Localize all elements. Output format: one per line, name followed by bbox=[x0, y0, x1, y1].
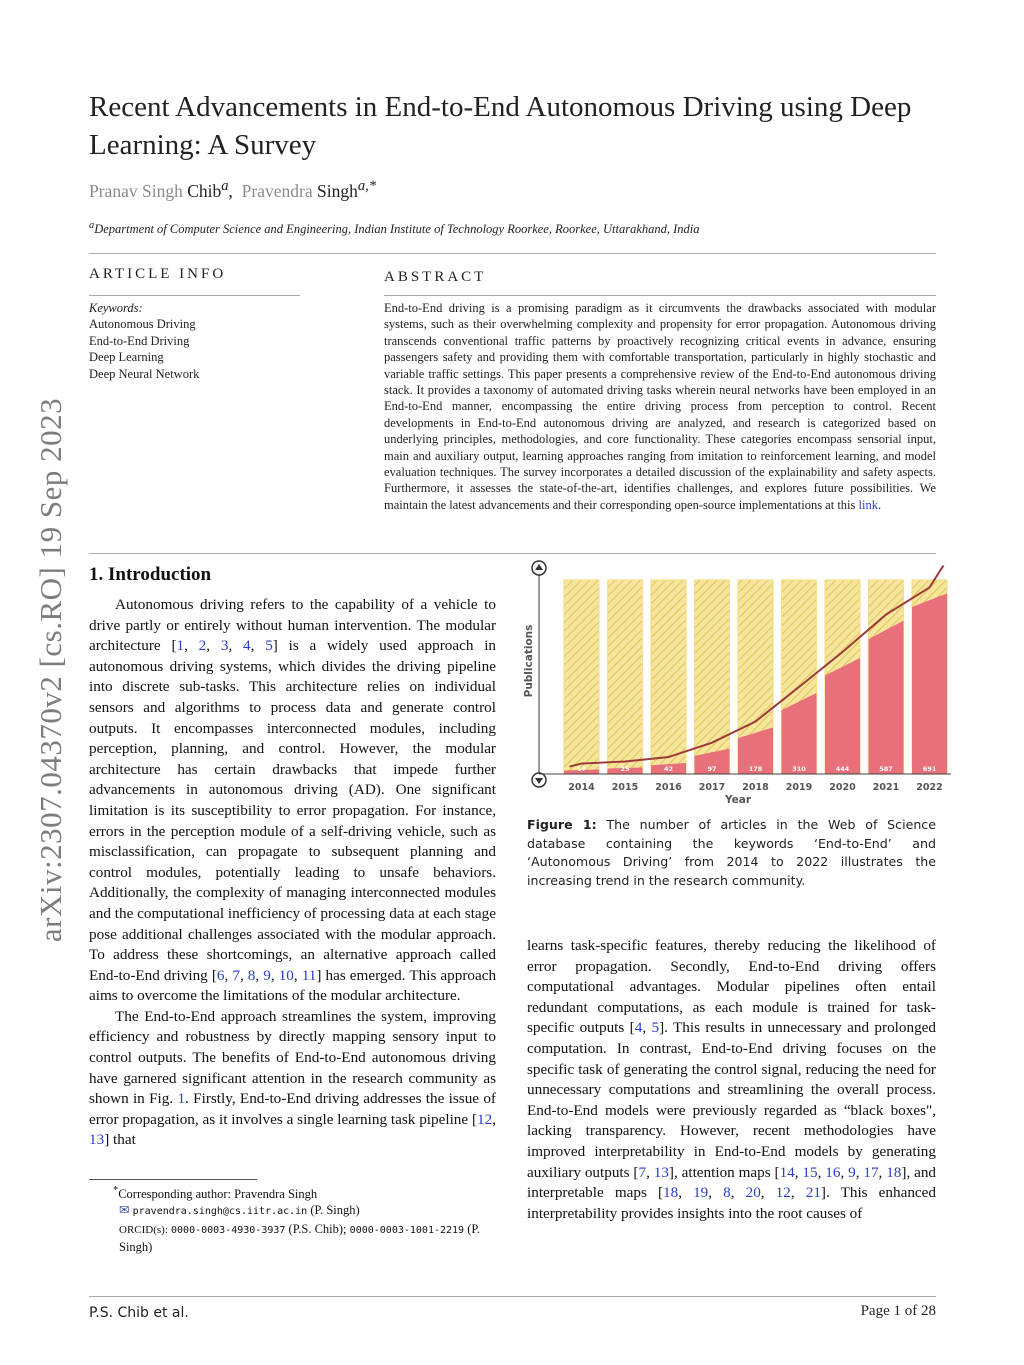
page-number: Page 1 of 28 bbox=[860, 1303, 936, 1319]
background-bar bbox=[608, 580, 643, 774]
intro-paragraph-2-continued: learns task-specific features, thereby reducing the likelihood of error propagation. Secondly, End-to-End driving offers computational advantages. Modular pipelines often entail redundant computations, as each module is trained for task-specific outputs [4, 5]. This results in unnecessary and prolonged computation. In contrast, End-to-End driving focuses on the specific task of generating the control signal, reducing the need for unnecessary computations and streamlining the overall process. End-to-End models were previously regarded as “black boxes", lacking transparency. However, recent methodologies have improved interpretability in End-to-End models by generating auxiliary outputs [7, 13], attention maps [14, 15, 16, 9, 17, 18], and interpretable maps [18, 19, 8, 20, 12, 21]. This enhanced interpretability provides insights into the root causes of bbox=[527, 937, 937, 1222]
citation-link[interactable]: 13 bbox=[89, 1131, 105, 1149]
citation-link[interactable]: 8 bbox=[723, 1184, 731, 1202]
citation-link[interactable]: 18 bbox=[663, 1184, 679, 1202]
citation-link[interactable]: 7 bbox=[232, 966, 240, 984]
author-list: Pranav Singh Chib$^a$, Pravendra Singh$^{a,*}$ bbox=[89, 178, 377, 201]
background-bar bbox=[651, 580, 686, 774]
data-label: 178 bbox=[748, 765, 763, 773]
citation-link[interactable]: 9 bbox=[263, 966, 271, 984]
arxiv-identifier: arXiv:2307.04370v2 [cs.RO] 19 Sep 2023 bbox=[33, 397, 68, 943]
publications-chart bbox=[520, 556, 943, 808]
corresponding-author: Corresponding author: Pravendra Singh bbox=[118, 1187, 318, 1202]
citation-link[interactable]: 1 bbox=[176, 637, 185, 655]
data-bar bbox=[869, 621, 904, 774]
background-bar bbox=[564, 580, 599, 774]
paper-title: Recent Advancements in End-to-End Autonomous Driving using Deep Learning: A Survey bbox=[89, 91, 912, 161]
citation-link[interactable]: 11 bbox=[301, 966, 317, 984]
left-column bbox=[89, 595, 496, 1151]
citation-link[interactable]: 10 bbox=[278, 966, 294, 984]
abstract-rule bbox=[384, 295, 936, 296]
citation-link[interactable]: 12 bbox=[775, 1184, 791, 1202]
x-tick-label: 2015 bbox=[611, 782, 639, 793]
divider-mid bbox=[89, 553, 936, 554]
email-address[interactable]: pravendra.singh@cs.iitr.ac.in bbox=[132, 1206, 308, 1218]
abstract-link[interactable]: link bbox=[858, 497, 878, 512]
x-axis-label: Year bbox=[724, 794, 752, 806]
citation-link[interactable]: 18 bbox=[886, 1163, 902, 1181]
x-tick-label: 2022 bbox=[916, 782, 943, 793]
footnote: *Corresponding author: Pravendra Singh ✉ pravendra.singh@cs.iitr.ac.in (P. Singh) ORCID(s): 0000-0003-4930-3937 (P.S. Chib); 0000-0003-1001-2219 (P. Singh) bbox=[113, 1185, 481, 1254]
arxiv-sidebar bbox=[28, 365, 74, 975]
citation-link[interactable]: 4 bbox=[243, 637, 251, 655]
figure-link[interactable]: 1 bbox=[177, 1090, 186, 1108]
footer-rule bbox=[89, 1296, 936, 1297]
abstract-heading: ABSTRACT bbox=[384, 269, 487, 285]
right-column bbox=[527, 936, 936, 1224]
author2-sup: a,* bbox=[357, 178, 377, 194]
figure-label: Figure 1: bbox=[527, 817, 597, 832]
x-tick-label: 2017 bbox=[698, 782, 726, 793]
abstract-end: . bbox=[877, 497, 882, 512]
x-tick-label: 2016 bbox=[655, 782, 682, 793]
author1-given: Pranav Singh bbox=[89, 180, 183, 201]
footer-author: P.S. Chib et al. bbox=[89, 1305, 189, 1321]
data-label: 42 bbox=[663, 765, 674, 773]
citation-link[interactable]: 3 bbox=[220, 637, 229, 655]
keywords-label: Keywords: bbox=[89, 301, 143, 315]
citation-link[interactable]: 19 bbox=[693, 1184, 709, 1202]
citation-link[interactable]: 12 bbox=[477, 1110, 493, 1128]
x-tick-label: 2020 bbox=[829, 782, 856, 793]
citation-link[interactable]: 13 bbox=[653, 1163, 669, 1181]
orcid-id[interactable]: 0000-0003-4930-3937 bbox=[171, 1224, 286, 1236]
affiliation-text: Department of Computer Science and Engineering, Indian Institute of Technology Roorkee, Roorkee, Uttarakhand, India bbox=[94, 222, 700, 237]
x-tick-label: 2018 bbox=[742, 782, 769, 793]
citation-link[interactable]: 7 bbox=[638, 1163, 647, 1181]
affiliation bbox=[89, 220, 700, 237]
author2-given: Pravendra bbox=[241, 180, 313, 201]
keyword-item: Deep Learning bbox=[89, 350, 164, 365]
author1-family: Chib bbox=[187, 180, 222, 201]
author1-sup: a bbox=[221, 178, 229, 194]
keyword-item: Deep Neural Network bbox=[89, 366, 200, 381]
abstract-text bbox=[384, 300, 936, 513]
article-info-heading: ARTICLE INFO bbox=[89, 266, 227, 282]
section-heading-introduction: 1. Introduction bbox=[89, 564, 212, 585]
y-axis-label: Publications bbox=[523, 624, 535, 698]
keyword-item: End-to-End Driving bbox=[89, 333, 190, 348]
citation-link[interactable]: 5 bbox=[651, 1019, 660, 1037]
keyword-item: Autonomous Driving bbox=[89, 317, 196, 332]
data-label: 17 bbox=[576, 765, 587, 773]
citation-link[interactable]: 14 bbox=[779, 1163, 795, 1181]
x-tick-label: 2021 bbox=[872, 782, 900, 793]
x-tick-label: 2014 bbox=[568, 782, 595, 793]
intro-paragraph-2: The End-to-End approach streamlines the system, improving efficiency and robustness by directly mapping sensory input to control outputs. The benefits of End-to-End autonomous driving have garnered significant attention in the research community as shown in Fig. 1. Firstly, End-to-End driving addresses the issue of error propagation, as it involves a single learning task pipeline [12, 13] that bbox=[89, 1007, 496, 1149]
x-tick-label: 2019 bbox=[785, 782, 813, 793]
keywords-block bbox=[89, 300, 199, 382]
citation-link[interactable]: 8 bbox=[247, 966, 256, 984]
citation-link[interactable]: 2 bbox=[198, 637, 207, 655]
data-label: 691 bbox=[922, 765, 937, 773]
citation-link[interactable]: 16 bbox=[825, 1163, 841, 1181]
orcid-label: ORCID(s): bbox=[119, 1223, 168, 1236]
citation-link[interactable]: 6 bbox=[216, 966, 225, 984]
data-label: 310 bbox=[792, 765, 806, 773]
citation-link[interactable]: 17 bbox=[863, 1163, 879, 1181]
citation-link[interactable]: 15 bbox=[802, 1163, 818, 1181]
figure-caption-text: The number of articles in the Web of Science database containing the keywords ‘End-to-End’ and ‘Autonomous Driving’ from 2014 to 2022 illustrates the increasing trend in the research community. bbox=[527, 817, 936, 888]
data-label: 97 bbox=[707, 765, 717, 773]
data-label: 587 bbox=[879, 765, 893, 773]
citation-link[interactable]: 4 bbox=[634, 1019, 643, 1037]
data-bar bbox=[912, 593, 947, 774]
data-label: 444 bbox=[835, 765, 850, 773]
footnote-rule bbox=[89, 1179, 257, 1180]
citation-link[interactable]: 20 bbox=[745, 1184, 761, 1202]
intro-paragraph-1: Autonomous driving refers to the capability of a vehicle to drive partly or entirely without human intervention. The modular architecture [1, 2, 3, 4, 5] is a widely used approach in autonomous driving systems, which divides the driving pipeline into discrete sub-tasks. This architecture relies on individual sensors and algorithms to process data and generate control outputs. It encompasses interconnected modules, including perception, planning, and control. However, the modular architecture has certain drawbacks that impede further advancements in autonomous driving (AD). One significant limitation is its susceptibility to error propagation. For instance, errors in the perception module of a self-driving vehicle, such as misclassification, can propagate to subsequent planning and control modules, potentially leading to unsafe behaviors. Additionally, the complexity of managing interconnected modules and the computational inefficiency of processing data at each stage pose additional challenges associated with the modular approach. To address these shortcomings, an alternative approach called End-to-End driving [6, 7, 8, 9, 10, 11] has emerged. This approach aims to overcome the limitations of the modular architecture. bbox=[89, 596, 497, 1005]
citation-link[interactable]: 21 bbox=[805, 1184, 821, 1202]
abstract-body: End-to-End driving is a promising paradigm as it circumvents the drawbacks associated with modular systems, such as their overwhelming complexity and propensity for error propagation. Autonomous driving transcends conventional traffic patterns by proactively recognizing critical events in advance, ensuring passengers safety and providing them with comfortable transportation, particularly in highly stochastic and variable traffic settings. This paper presents a comprehensive review of the End-to-End autonomous driving stack. It provides a taxonomy of automated driving tasks wherein neural networks have been employed in an End-to-End manner, encompassing the entire driving process from perception to control. Recent developments in End-to-End autonomous driving are analyzed, and research is categorized based on underlying principles, methodologies, and core functionality. These categories encompass sensorial input, main and auxiliary output, learning approaches ranging from imitation to reinforcement learning, and model evaluation techniques. The survey incorporates a detailed discussion of the explainability and safety aspects. Furthermore, it assesses the state-of-the-art, identifies challenges, and explores future possibilities. We maintain the latest advancements and their corresponding open-source implementations at this bbox=[384, 301, 936, 512]
figure-caption bbox=[527, 816, 936, 890]
citation-link[interactable]: 5 bbox=[265, 637, 273, 655]
data-bar bbox=[825, 658, 860, 774]
article-info-rule bbox=[89, 295, 300, 296]
background-bar bbox=[695, 580, 730, 774]
envelope-icon: ✉ bbox=[119, 1203, 130, 1218]
orcid-id[interactable]: 0000-0003-1001-2219 bbox=[349, 1224, 465, 1236]
divider-top bbox=[89, 253, 936, 254]
citation-link[interactable]: 9 bbox=[848, 1163, 856, 1181]
author2-family: Singh bbox=[317, 180, 358, 201]
affiliation-sup: a bbox=[89, 220, 95, 231]
data-label: 25 bbox=[620, 765, 630, 773]
